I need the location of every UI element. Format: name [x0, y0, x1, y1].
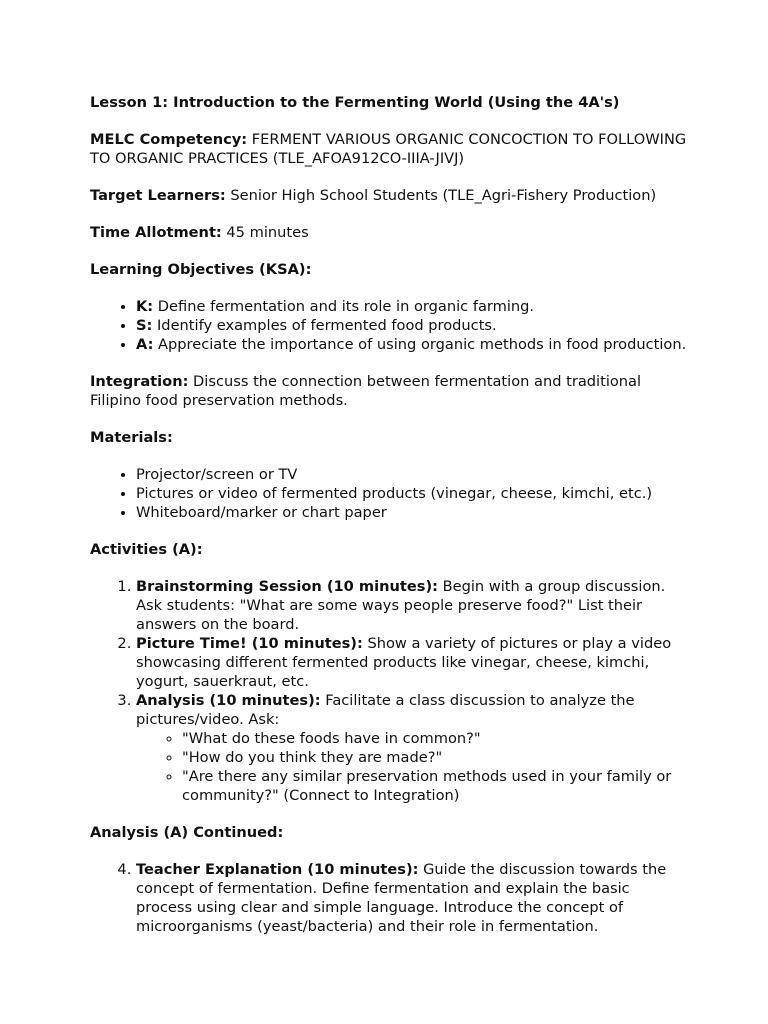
activity-item — [136, 691, 690, 805]
target-text: Senior High School Students (TLE_Agri-Fishery Production) — [225, 187, 657, 204]
objective-text: Appreciate the importance of using organic methods in food production. — [153, 336, 687, 353]
integration-text: Discuss the connection between fermentation and traditional Filipino food preservation methods. — [90, 373, 642, 409]
objective-text: Define fermentation and its role in organic farming. — [153, 298, 535, 315]
materials-list — [90, 465, 690, 522]
objectives-heading: Learning Objectives (KSA): — [90, 261, 312, 278]
objective-label: S: — [136, 317, 153, 334]
material-item: • Pictures or video of fermented products (vinegar, cheese, kimchi, etc.) — [136, 484, 690, 503]
analysis-heading: Analysis (A) Continued: — [90, 824, 284, 841]
activity-item — [136, 634, 690, 691]
activities-list — [90, 577, 690, 805]
objective-label: K: — [136, 298, 154, 315]
objective-item — [136, 297, 690, 316]
target-label: Target Learners: — [90, 187, 226, 204]
material-item: • Projector/screen or TV — [136, 465, 690, 484]
time-text: 45 minutes — [221, 224, 309, 241]
activity-label: Picture Time! (10 minutes): — [136, 635, 363, 652]
activity-item — [136, 577, 690, 634]
lesson-title: Lesson 1: Introduction to the Fermenting World (Using the 4A's) — [90, 94, 620, 111]
question-item: ◦ "Are there any similar preservation methods used in your family or community?" (Connect to Integration) — [182, 767, 690, 805]
melc-label: MELC Competency: — [90, 131, 248, 148]
melc-competency — [90, 130, 690, 168]
activity-text: Show a variety of pictures or play a video showcasing different fermented products like vinegar, cheese, kimchi, yogurt, sauerkraut, etc. — [136, 635, 672, 690]
question-item: ◦ "How do you think they are made?" — [182, 748, 690, 767]
materials-heading: Materials: — [90, 429, 173, 446]
objective-text: Identify examples of fermented food products. — [152, 317, 497, 334]
activity-label: Analysis (10 minutes): — [136, 692, 321, 709]
objective-item — [136, 316, 690, 335]
objectives-list — [90, 297, 690, 354]
time-allotment — [90, 223, 690, 242]
activity-text: Facilitate a class discussion to analyze the pictures/video. Ask: — [136, 692, 635, 728]
question-item: ◦ "What do these foods have in common?" — [182, 729, 690, 748]
analysis-label: Teacher Explanation (10 minutes): — [136, 861, 419, 878]
lesson-content — [90, 93, 690, 954]
analysis-list — [90, 860, 690, 936]
integration — [90, 372, 690, 410]
time-label: Time Allotment: — [90, 224, 222, 241]
target-learners — [90, 186, 690, 205]
activity-label: Brainstorming Session (10 minutes): — [136, 578, 438, 595]
analysis-questions — [136, 729, 690, 805]
analysis-text: Guide the discussion towards the concept of fermentation. Define fermentation and explain the basic process using clear and simple language. Introduce the concept of microorganisms (yeast/bacteria) and their role in fermentation. — [136, 861, 667, 935]
material-item: • Whiteboard/marker or chart paper — [136, 503, 690, 522]
melc-text: FERMENT VARIOUS ORGANIC CONCOCTION TO FOLLOWING TO ORGANIC PRACTICES (TLE_AFOA912CO-IIIA-JIVJ) — [90, 131, 687, 167]
objective-item — [136, 335, 690, 354]
activity-text: Begin with a group discussion. Ask students: "What are some ways people preserve food?" List their answers on the board. — [136, 578, 666, 633]
activities-heading: Activities (A): — [90, 541, 203, 558]
objective-label: A: — [136, 336, 154, 353]
analysis-item — [136, 860, 690, 936]
integration-label: Integration: — [90, 373, 189, 390]
